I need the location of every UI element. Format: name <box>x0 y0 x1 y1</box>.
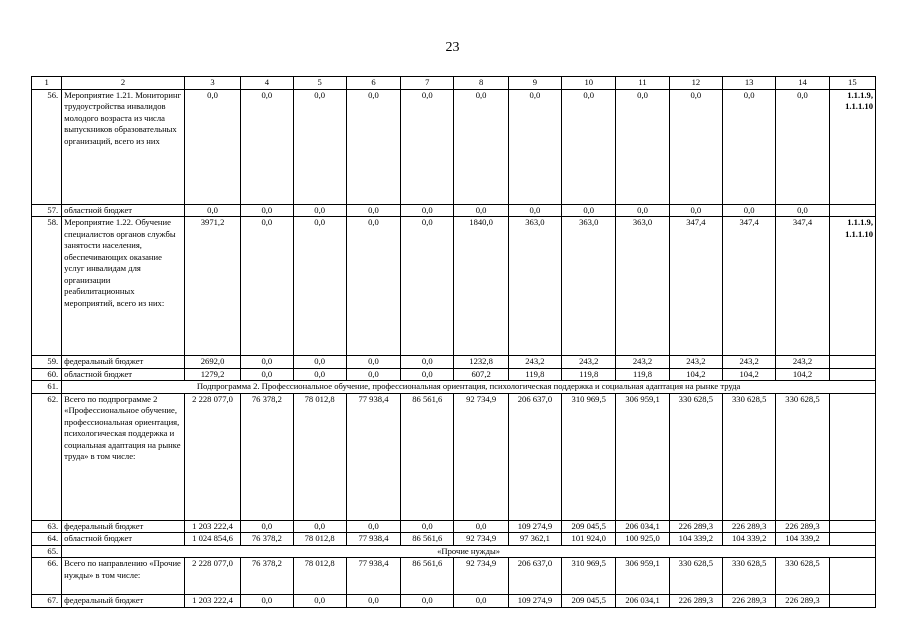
value-cell: 0,0 <box>616 204 669 217</box>
value-cell: 0,0 <box>293 217 346 356</box>
value-cell: 0,0 <box>346 368 400 381</box>
page-number: 23 <box>445 40 460 55</box>
value-cell: 0,0 <box>401 520 454 533</box>
indicator-ref <box>829 204 875 217</box>
value-cell: 0,0 <box>454 204 508 217</box>
value-cell: 0,0 <box>346 89 400 204</box>
value-cell: 78 012,8 <box>293 393 346 520</box>
value-cell: 0,0 <box>616 89 669 204</box>
indicator-ref <box>829 558 875 595</box>
value-cell: 243,2 <box>508 356 561 369</box>
value-cell: 76 378,2 <box>241 533 293 546</box>
value-cell: 109 274,9 <box>508 595 561 608</box>
value-cell: 0,0 <box>454 595 508 608</box>
value-cell: 0,0 <box>454 89 508 204</box>
value-cell: 119,8 <box>508 368 561 381</box>
value-cell: 78 012,8 <box>293 558 346 595</box>
row-number: 65. <box>32 545 62 558</box>
column-header: 4 <box>241 77 293 90</box>
column-header-row <box>32 77 876 90</box>
value-cell: 243,2 <box>776 356 829 369</box>
column-header: 6 <box>346 77 400 90</box>
row-name: областной бюджет <box>62 204 185 217</box>
value-cell: 0,0 <box>508 204 561 217</box>
row-number: 62. <box>32 393 62 520</box>
row-number: 56. <box>32 89 62 204</box>
row-number: 64. <box>32 533 62 546</box>
value-cell: 97 362,1 <box>508 533 561 546</box>
indicator-ref <box>829 368 875 381</box>
section-title: Подпрограмма 2. Профессиональное обучение, профессиональная ориентация, психологическая поддержка и социальная адаптация на рынке труда <box>62 381 876 394</box>
value-cell: 226 289,3 <box>723 520 776 533</box>
row-number: 67. <box>32 595 62 608</box>
column-header: 11 <box>616 77 669 90</box>
value-cell: 104 339,2 <box>776 533 829 546</box>
column-header: 13 <box>723 77 776 90</box>
value-cell: 0,0 <box>401 217 454 356</box>
value-cell: 607,2 <box>454 368 508 381</box>
indicator-ref <box>829 595 875 608</box>
value-cell: 0,0 <box>241 595 293 608</box>
table-row <box>32 204 876 217</box>
value-cell: 363,0 <box>616 217 669 356</box>
value-cell: 1 024 854,6 <box>184 533 240 546</box>
value-cell: 209 045,5 <box>562 595 616 608</box>
value-cell: 0,0 <box>346 520 400 533</box>
value-cell: 226 289,3 <box>776 520 829 533</box>
value-cell: 243,2 <box>562 356 616 369</box>
value-cell: 0,0 <box>562 89 616 204</box>
value-cell: 92 734,9 <box>454 393 508 520</box>
value-cell: 77 938,4 <box>346 393 400 520</box>
value-cell: 0,0 <box>401 204 454 217</box>
value-cell: 86 561,6 <box>401 558 454 595</box>
column-header: 14 <box>776 77 829 90</box>
row-number: 63. <box>32 520 62 533</box>
value-cell: 0,0 <box>241 520 293 533</box>
row-name: федеральный бюджет <box>62 520 185 533</box>
row-number: 66. <box>32 558 62 595</box>
row-number: 60. <box>32 368 62 381</box>
row-number: 59. <box>32 356 62 369</box>
value-cell: 1232,8 <box>454 356 508 369</box>
value-cell: 0,0 <box>293 595 346 608</box>
value-cell: 76 378,2 <box>241 558 293 595</box>
value-cell: 119,8 <box>562 368 616 381</box>
row-name: Всего по направлению «Прочие нужды» в том числе: <box>62 558 185 595</box>
value-cell: 0,0 <box>184 89 240 204</box>
value-cell: 0,0 <box>776 89 829 204</box>
value-cell: 1 203 222,4 <box>184 595 240 608</box>
value-cell: 2 228 077,0 <box>184 393 240 520</box>
value-cell: 330 628,5 <box>669 558 722 595</box>
value-cell: 2 228 077,0 <box>184 558 240 595</box>
section-title: «Прочие нужды» <box>62 545 876 558</box>
column-header: 1 <box>32 77 62 90</box>
column-header: 15 <box>829 77 875 90</box>
value-cell: 209 045,5 <box>562 520 616 533</box>
value-cell: 0,0 <box>293 204 346 217</box>
value-cell: 86 561,6 <box>401 533 454 546</box>
value-cell: 330 628,5 <box>669 393 722 520</box>
value-cell: 1279,2 <box>184 368 240 381</box>
table-row <box>32 356 876 369</box>
row-name: областной бюджет <box>62 368 185 381</box>
value-cell: 243,2 <box>723 356 776 369</box>
column-header: 3 <box>184 77 240 90</box>
value-cell: 347,4 <box>669 217 722 356</box>
value-cell: 76 378,2 <box>241 393 293 520</box>
table-row <box>32 217 876 356</box>
value-cell: 119,8 <box>616 368 669 381</box>
row-number: 57. <box>32 204 62 217</box>
value-cell: 0,0 <box>293 368 346 381</box>
table-row <box>32 393 876 520</box>
value-cell: 104 339,2 <box>669 533 722 546</box>
column-header: 8 <box>454 77 508 90</box>
value-cell: 104 339,2 <box>723 533 776 546</box>
value-cell: 0,0 <box>346 595 400 608</box>
value-cell: 0,0 <box>241 368 293 381</box>
value-cell: 306 959,1 <box>616 558 669 595</box>
value-cell: 92 734,9 <box>454 558 508 595</box>
value-cell: 226 289,3 <box>776 595 829 608</box>
column-header: 10 <box>562 77 616 90</box>
value-cell: 104,2 <box>723 368 776 381</box>
row-number: 58. <box>32 217 62 356</box>
table-row <box>32 545 876 558</box>
value-cell: 0,0 <box>454 520 508 533</box>
value-cell: 92 734,9 <box>454 533 508 546</box>
value-cell: 0,0 <box>241 89 293 204</box>
table-row <box>32 520 876 533</box>
value-cell: 206 034,1 <box>616 520 669 533</box>
value-cell: 3971,2 <box>184 217 240 356</box>
value-cell: 0,0 <box>723 204 776 217</box>
value-cell: 226 289,3 <box>669 520 722 533</box>
value-cell: 330 628,5 <box>723 393 776 520</box>
value-cell: 1 203 222,4 <box>184 520 240 533</box>
value-cell: 0,0 <box>723 89 776 204</box>
value-cell: 0,0 <box>669 204 722 217</box>
value-cell: 0,0 <box>346 204 400 217</box>
row-name: областной бюджет <box>62 533 185 546</box>
indicator-ref <box>829 356 875 369</box>
value-cell: 0,0 <box>293 356 346 369</box>
row-name: Всего по подпрограмме 2 «Профессиональное обучение, профессиональная ориентация, психологическая поддержка и социальная адаптация на рынке труда» в том числе: <box>62 393 185 520</box>
value-cell: 243,2 <box>669 356 722 369</box>
value-cell: 0,0 <box>562 204 616 217</box>
value-cell: 363,0 <box>562 217 616 356</box>
value-cell: 0,0 <box>241 204 293 217</box>
indicator-ref <box>829 533 875 546</box>
value-cell: 0,0 <box>401 89 454 204</box>
value-cell: 104,2 <box>776 368 829 381</box>
row-name: федеральный бюджет <box>62 356 185 369</box>
column-header: 2 <box>62 77 185 90</box>
value-cell: 0,0 <box>184 204 240 217</box>
value-cell: 363,0 <box>508 217 561 356</box>
value-cell: 243,2 <box>616 356 669 369</box>
value-cell: 306 959,1 <box>616 393 669 520</box>
value-cell: 0,0 <box>401 356 454 369</box>
row-name: Мероприятие 1.22. Обучение специалистов органов службы занятости населения, обеспечивающих оказание услуг инвалидам для организации реабилитационных мероприятий, всего из них: <box>62 217 185 356</box>
value-cell: 0,0 <box>346 356 400 369</box>
value-cell: 0,0 <box>508 89 561 204</box>
column-header: 12 <box>669 77 722 90</box>
column-header: 7 <box>401 77 454 90</box>
row-number: 61. <box>32 381 62 394</box>
value-cell: 330 628,5 <box>723 558 776 595</box>
budget-table <box>31 76 876 608</box>
value-cell: 0,0 <box>241 217 293 356</box>
value-cell: 78 012,8 <box>293 533 346 546</box>
value-cell: 206 034,1 <box>616 595 669 608</box>
table-row <box>32 595 876 608</box>
value-cell: 310 969,5 <box>562 558 616 595</box>
value-cell: 86 561,6 <box>401 393 454 520</box>
value-cell: 1840,0 <box>454 217 508 356</box>
value-cell: 0,0 <box>293 520 346 533</box>
value-cell: 0,0 <box>401 595 454 608</box>
value-cell: 0,0 <box>293 89 346 204</box>
value-cell: 0,0 <box>669 89 722 204</box>
value-cell: 330 628,5 <box>776 393 829 520</box>
value-cell: 206 637,0 <box>508 393 561 520</box>
indicator-ref: 1.1.1.9, 1.1.1.10 <box>829 217 875 356</box>
value-cell: 226 289,3 <box>669 595 722 608</box>
value-cell: 2692,0 <box>184 356 240 369</box>
value-cell: 0,0 <box>776 204 829 217</box>
table-row <box>32 533 876 546</box>
value-cell: 100 925,0 <box>616 533 669 546</box>
table-row <box>32 558 876 595</box>
value-cell: 206 637,0 <box>508 558 561 595</box>
indicator-ref: 1.1.1.9, 1.1.1.10 <box>829 89 875 204</box>
row-name: Мероприятие 1.21. Мониторинг трудоустройства инвалидов молодого возраста из числа выпускников образовательных организаций, всего из них <box>62 89 185 204</box>
column-header: 5 <box>293 77 346 90</box>
table-row <box>32 89 876 204</box>
indicator-ref <box>829 520 875 533</box>
value-cell: 0,0 <box>401 368 454 381</box>
value-cell: 347,4 <box>776 217 829 356</box>
value-cell: 77 938,4 <box>346 533 400 546</box>
value-cell: 347,4 <box>723 217 776 356</box>
value-cell: 109 274,9 <box>508 520 561 533</box>
row-name: федеральный бюджет <box>62 595 185 608</box>
value-cell: 104,2 <box>669 368 722 381</box>
value-cell: 0,0 <box>346 217 400 356</box>
value-cell: 330 628,5 <box>776 558 829 595</box>
table-row <box>32 381 876 394</box>
indicator-ref <box>829 393 875 520</box>
column-header: 9 <box>508 77 561 90</box>
value-cell: 226 289,3 <box>723 595 776 608</box>
value-cell: 101 924,0 <box>562 533 616 546</box>
value-cell: 0,0 <box>241 356 293 369</box>
value-cell: 310 969,5 <box>562 393 616 520</box>
value-cell: 77 938,4 <box>346 558 400 595</box>
table-row <box>32 368 876 381</box>
